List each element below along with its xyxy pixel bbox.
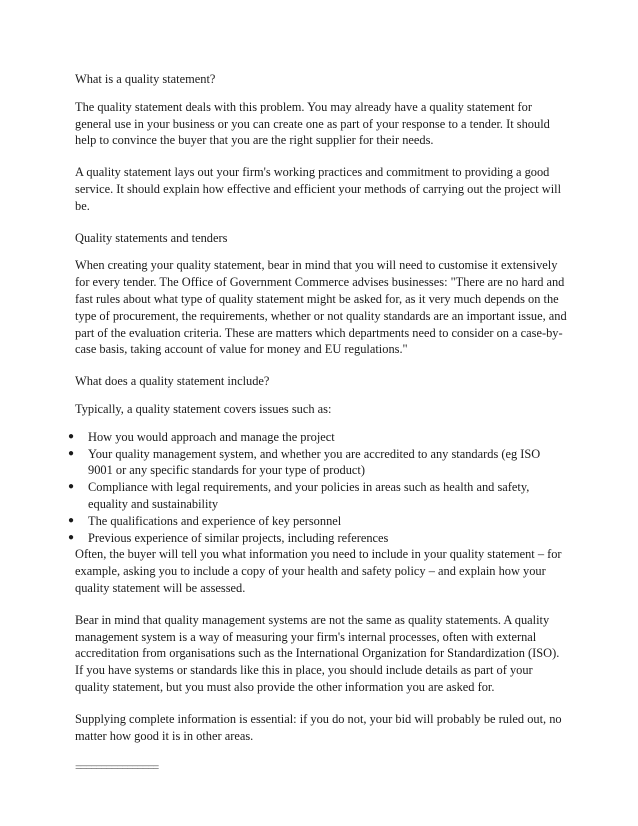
paragraph-lays-out: A quality statement lays out your firm's working practices and commitment to providing a good service. It should explain how effective and efficient your methods of carrying out the project will be. bbox=[75, 165, 562, 213]
bullet-icon: ● bbox=[68, 514, 75, 526]
paragraph-management-systems: Bear in mind that quality management systems are not the same as quality statements. A quality management system is a way of measuring your firm's internal processes, often with external accreditation from organisations such as the International Organization for Standardization (ISO). If you have systems or standards like this in place, you should include details as part of your quality statement, but you must also provide the other information you are asked for. bbox=[75, 612, 560, 694]
bullet-icon: ● bbox=[68, 430, 75, 442]
heading-what-is-quality-statement: What is a quality statement? bbox=[75, 72, 216, 86]
bullet-icon: ● bbox=[68, 531, 75, 543]
heading-quality-statements-tenders: Quality statements and tenders bbox=[75, 230, 228, 245]
issues-bullet-list bbox=[68, 429, 567, 547]
list-intro: Typically, a quality statement covers issues such as: bbox=[75, 401, 332, 416]
paragraph-buyer-tell: Often, the buyer will tell you what information you need to include in your quality statement – for example, asking you to include a copy of your health and safety policy – and explain how your quality statement will be assessed. bbox=[75, 547, 562, 595]
paragraph-intro: The quality statement deals with this problem. You may already have a quality statement for general use in your business or you can create one as part of your response to a tender. It should help to convince the buyer that you are the right supplier for their needs. bbox=[75, 99, 550, 148]
list-item: ● Compliance with legal requirements, and your policies in areas such as health and safety, equality and sustainability bbox=[68, 480, 530, 511]
document-page bbox=[68, 71, 567, 776]
list-item: ● How you would approach and manage the project bbox=[68, 429, 335, 444]
bullet-icon: ● bbox=[68, 447, 75, 459]
separator-line: ================ bbox=[75, 760, 158, 775]
heading-what-does-include: What does a quality statement include? bbox=[75, 374, 270, 389]
list-item: ● The qualifications and experience of key personnel bbox=[68, 513, 342, 528]
bullet-icon: ● bbox=[68, 481, 75, 493]
paragraph-customise: When creating your quality statement, bear in mind that you will need to customise it extensively for every tender. The Office of Government Commerce advises businesses: "There are no hard and fast rules about what type of quality statement might be asked for, as it very much depends on the type of procurement, the requirements, whether or not quality standards are an important issue, and part of the evaluation criteria. These are matters which departments need to consider on a case-by-case basis, taking account of value for money and EU regulations." bbox=[75, 258, 567, 357]
paragraph-complete-information: Supplying complete information is essential: if you do not, your bid will probably be ruled out, no matter how good it is in other areas. bbox=[75, 711, 562, 743]
list-item: ● Your quality management system, and whether you are accredited to any standards (eg ISO 9001 or any specific standards for your type of product) bbox=[68, 446, 541, 478]
list-item: ● Previous experience of similar projects, including references bbox=[68, 530, 389, 545]
